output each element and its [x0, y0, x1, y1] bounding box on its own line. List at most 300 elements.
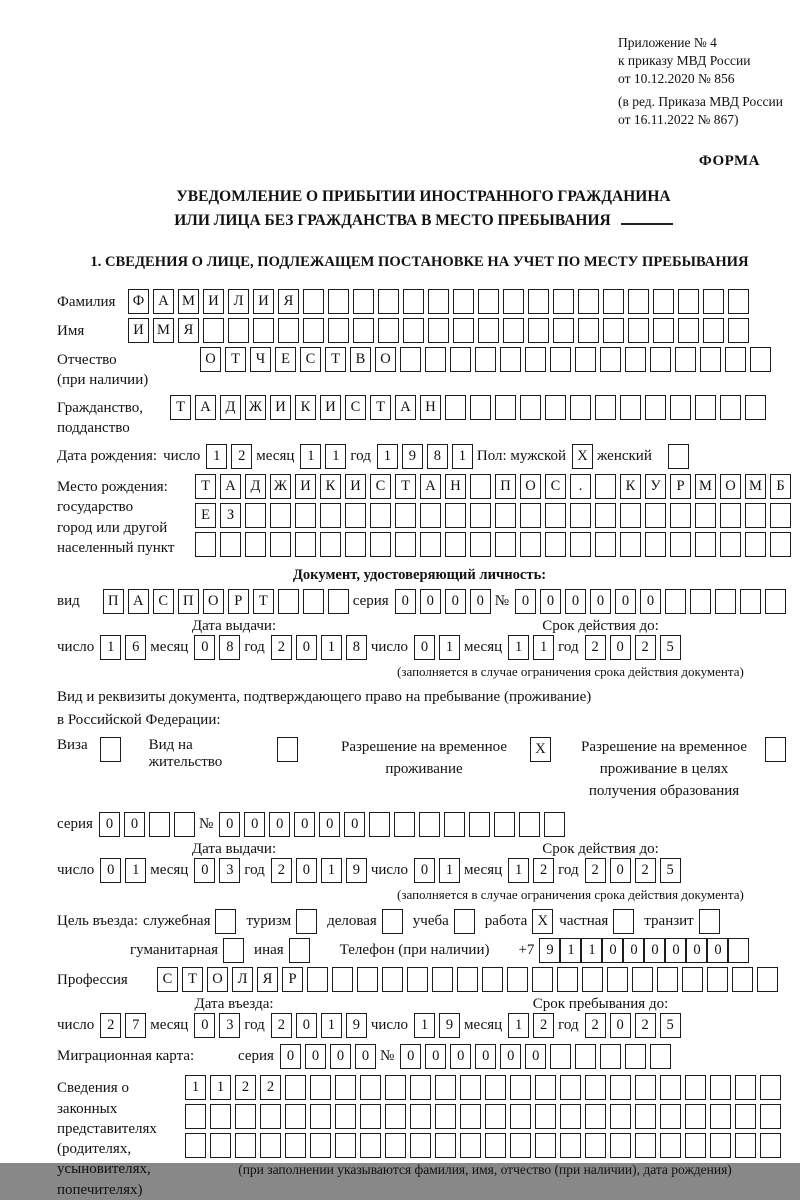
form-cell[interactable] [560, 1133, 581, 1158]
form-cell[interactable]: О [720, 474, 741, 499]
form-cell[interactable] [670, 503, 691, 528]
form-cell[interactable]: С [345, 395, 366, 420]
form-cell[interactable] [500, 347, 521, 372]
form-cell[interactable]: 0 [355, 1044, 376, 1069]
form-cell[interactable] [685, 1075, 706, 1100]
form-cell[interactable] [657, 967, 678, 992]
form-cell[interactable] [600, 1044, 621, 1069]
form-cell[interactable] [407, 967, 428, 992]
form-cell[interactable] [245, 532, 266, 557]
form-cell[interactable]: 1 [508, 1013, 529, 1038]
form-cell[interactable]: 0 [515, 589, 536, 614]
form-cell[interactable]: 1 [377, 444, 398, 469]
form-cell[interactable] [528, 289, 549, 314]
form-cell[interactable] [645, 503, 666, 528]
form-cell[interactable]: 0 [296, 635, 317, 660]
form-cell[interactable]: 0 [296, 1013, 317, 1038]
form-cell[interactable] [419, 812, 440, 837]
form-cell[interactable]: 9 [439, 1013, 460, 1038]
form-cell[interactable] [699, 909, 720, 934]
form-cell[interactable]: 0 [305, 1044, 326, 1069]
form-cell[interactable] [385, 1133, 406, 1158]
form-cell[interactable] [660, 1133, 681, 1158]
form-cell[interactable]: Я [278, 289, 299, 314]
form-cell[interactable]: А [220, 474, 241, 499]
form-cell[interactable] [703, 289, 724, 314]
form-cell[interactable] [403, 289, 424, 314]
form-cell[interactable] [469, 812, 490, 837]
form-cell[interactable]: 0 [194, 1013, 215, 1038]
form-cell[interactable] [307, 967, 328, 992]
form-cell[interactable] [545, 395, 566, 420]
form-cell[interactable]: 0 [194, 635, 215, 660]
form-cell[interactable] [395, 532, 416, 557]
form-cell[interactable] [607, 967, 628, 992]
form-cell[interactable] [735, 1133, 756, 1158]
form-cell[interactable] [715, 589, 736, 614]
form-cell[interactable] [296, 909, 317, 934]
form-cell[interactable]: О [207, 967, 228, 992]
form-cell[interactable] [360, 1104, 381, 1129]
form-cell[interactable]: 0 [707, 938, 728, 963]
form-cell[interactable] [503, 289, 524, 314]
form-cell[interactable]: П [103, 589, 124, 614]
form-cell[interactable] [595, 532, 616, 557]
form-cell[interactable]: 2 [271, 858, 292, 883]
form-cell[interactable] [519, 812, 540, 837]
form-cell[interactable] [650, 1044, 671, 1069]
form-cell[interactable]: А [395, 395, 416, 420]
form-cell[interactable]: 0 [475, 1044, 496, 1069]
form-cell[interactable]: 0 [280, 1044, 301, 1069]
form-cell[interactable] [670, 532, 691, 557]
form-cell[interactable] [228, 318, 249, 343]
form-cell[interactable] [203, 318, 224, 343]
form-cell[interactable]: О [200, 347, 221, 372]
form-cell[interactable] [410, 1104, 431, 1129]
form-cell[interactable] [428, 289, 449, 314]
form-cell[interactable]: О [375, 347, 396, 372]
form-cell[interactable] [385, 1075, 406, 1100]
form-cell[interactable]: 2 [635, 1013, 656, 1038]
form-cell[interactable] [185, 1133, 206, 1158]
form-cell[interactable]: 2 [585, 635, 606, 660]
form-cell[interactable] [765, 589, 786, 614]
form-cell[interactable]: А [153, 289, 174, 314]
form-cell[interactable]: 2 [100, 1013, 121, 1038]
form-cell[interactable] [695, 532, 716, 557]
form-cell[interactable]: 0 [450, 1044, 471, 1069]
form-cell[interactable] [595, 395, 616, 420]
form-cell[interactable] [685, 1133, 706, 1158]
form-cell[interactable] [560, 1104, 581, 1129]
form-cell[interactable] [223, 938, 244, 963]
form-cell[interactable] [470, 474, 491, 499]
form-cell[interactable] [507, 967, 528, 992]
form-cell[interactable] [765, 737, 786, 762]
form-cell[interactable] [470, 503, 491, 528]
form-cell[interactable] [503, 318, 524, 343]
form-cell[interactable]: 0 [610, 858, 631, 883]
form-cell[interactable]: 0 [194, 858, 215, 883]
form-cell[interactable]: 1 [300, 444, 321, 469]
form-cell[interactable]: 1 [100, 635, 121, 660]
form-cell[interactable] [235, 1133, 256, 1158]
form-cell[interactable]: 0 [400, 1044, 421, 1069]
form-cell[interactable]: И [203, 289, 224, 314]
form-cell[interactable] [760, 1133, 781, 1158]
form-cell[interactable]: 9 [346, 858, 367, 883]
form-cell[interactable] [745, 532, 766, 557]
form-cell[interactable] [628, 289, 649, 314]
form-cell[interactable]: 0 [124, 812, 145, 837]
form-cell[interactable] [710, 1133, 731, 1158]
form-cell[interactable]: С [370, 474, 391, 499]
form-cell[interactable]: 1 [321, 635, 342, 660]
form-cell[interactable]: 0 [665, 938, 686, 963]
form-cell[interactable] [457, 967, 478, 992]
form-cell[interactable] [328, 589, 349, 614]
form-cell[interactable] [595, 503, 616, 528]
form-cell[interactable] [690, 589, 711, 614]
form-cell[interactable] [760, 1104, 781, 1129]
form-cell[interactable] [495, 532, 516, 557]
form-cell[interactable] [645, 532, 666, 557]
form-cell[interactable]: 1 [206, 444, 227, 469]
form-cell[interactable] [668, 444, 689, 469]
form-cell[interactable]: Т [170, 395, 191, 420]
form-cell[interactable]: И [253, 289, 274, 314]
form-cell[interactable] [550, 1044, 571, 1069]
form-cell[interactable] [728, 289, 749, 314]
form-cell[interactable] [285, 1104, 306, 1129]
form-cell[interactable]: И [270, 395, 291, 420]
form-cell[interactable] [585, 1104, 606, 1129]
form-cell[interactable] [735, 1104, 756, 1129]
form-cell[interactable]: 2 [271, 1013, 292, 1038]
form-cell[interactable] [535, 1075, 556, 1100]
form-cell[interactable] [370, 503, 391, 528]
form-cell[interactable] [382, 909, 403, 934]
form-cell[interactable] [582, 967, 603, 992]
form-cell[interactable] [185, 1104, 206, 1129]
form-cell[interactable]: 0 [565, 589, 586, 614]
form-cell[interactable]: Р [228, 589, 249, 614]
form-cell[interactable] [328, 289, 349, 314]
form-cell[interactable] [320, 503, 341, 528]
form-cell[interactable] [210, 1133, 231, 1158]
form-cell[interactable] [685, 1104, 706, 1129]
form-cell[interactable]: . [570, 474, 591, 499]
form-cell[interactable]: 5 [660, 858, 681, 883]
form-cell[interactable] [328, 318, 349, 343]
form-cell[interactable] [613, 909, 634, 934]
form-cell[interactable] [320, 532, 341, 557]
form-cell[interactable]: 0 [330, 1044, 351, 1069]
form-cell[interactable] [445, 503, 466, 528]
form-cell[interactable]: 0 [296, 858, 317, 883]
form-cell[interactable]: 1 [508, 635, 529, 660]
form-cell[interactable] [682, 967, 703, 992]
form-cell[interactable]: М [745, 474, 766, 499]
form-cell[interactable] [403, 318, 424, 343]
form-cell[interactable] [603, 289, 624, 314]
form-cell[interactable] [675, 347, 696, 372]
form-cell[interactable] [635, 1075, 656, 1100]
form-cell[interactable] [620, 395, 641, 420]
form-cell[interactable] [382, 967, 403, 992]
form-cell[interactable]: Я [178, 318, 199, 343]
form-cell[interactable]: 0 [420, 589, 441, 614]
form-cell[interactable] [353, 289, 374, 314]
form-cell[interactable]: В [350, 347, 371, 372]
form-cell[interactable]: С [545, 474, 566, 499]
form-cell[interactable] [400, 347, 421, 372]
form-cell[interactable]: 0 [610, 635, 631, 660]
form-cell[interactable]: Я [257, 967, 278, 992]
form-cell[interactable] [494, 812, 515, 837]
form-cell[interactable]: 0 [615, 589, 636, 614]
form-cell[interactable] [445, 532, 466, 557]
form-cell[interactable]: 9 [402, 444, 423, 469]
form-cell[interactable] [653, 318, 674, 343]
form-cell[interactable]: 1 [414, 1013, 435, 1038]
form-cell[interactable] [485, 1104, 506, 1129]
form-cell[interactable] [394, 812, 415, 837]
form-cell[interactable] [510, 1104, 531, 1129]
form-cell[interactable] [703, 318, 724, 343]
form-cell[interactable] [678, 318, 699, 343]
form-cell[interactable]: 1 [321, 1013, 342, 1038]
form-cell[interactable] [410, 1075, 431, 1100]
form-cell[interactable] [235, 1104, 256, 1129]
form-cell[interactable] [270, 532, 291, 557]
form-cell[interactable]: 0 [623, 938, 644, 963]
form-cell[interactable]: З [220, 503, 241, 528]
form-cell[interactable]: 2 [231, 444, 252, 469]
form-cell[interactable]: М [178, 289, 199, 314]
form-cell[interactable] [600, 347, 621, 372]
form-cell[interactable]: 0 [500, 1044, 521, 1069]
form-cell[interactable] [720, 503, 741, 528]
form-cell[interactable] [435, 1104, 456, 1129]
form-cell[interactable] [444, 812, 465, 837]
form-cell[interactable] [215, 909, 236, 934]
form-cell[interactable] [332, 967, 353, 992]
form-cell[interactable]: О [203, 589, 224, 614]
form-cell[interactable]: 1 [185, 1075, 206, 1100]
form-cell[interactable] [575, 347, 596, 372]
form-cell[interactable]: 6 [125, 635, 146, 660]
form-cell[interactable]: 0 [100, 858, 121, 883]
form-cell[interactable]: 0 [425, 1044, 446, 1069]
form-cell[interactable] [410, 1133, 431, 1158]
form-cell[interactable]: 2 [271, 635, 292, 660]
form-cell[interactable] [700, 347, 721, 372]
form-cell[interactable] [510, 1133, 531, 1158]
form-cell[interactable] [453, 289, 474, 314]
form-cell[interactable]: 0 [294, 812, 315, 837]
form-cell[interactable]: 2 [585, 858, 606, 883]
form-cell[interactable] [570, 503, 591, 528]
form-cell[interactable]: М [695, 474, 716, 499]
form-cell[interactable]: 2 [235, 1075, 256, 1100]
form-cell[interactable] [478, 318, 499, 343]
form-cell[interactable] [585, 1133, 606, 1158]
form-cell[interactable] [610, 1133, 631, 1158]
form-cell[interactable]: Т [253, 589, 274, 614]
form-cell[interactable]: И [295, 474, 316, 499]
form-cell[interactable]: 8 [219, 635, 240, 660]
form-cell[interactable]: Р [670, 474, 691, 499]
form-cell[interactable]: 2 [635, 635, 656, 660]
form-cell[interactable] [560, 1075, 581, 1100]
form-cell[interactable]: И [128, 318, 149, 343]
form-cell[interactable] [535, 1133, 556, 1158]
form-cell[interactable]: 1 [439, 635, 460, 660]
form-cell[interactable] [420, 503, 441, 528]
form-cell[interactable] [610, 1104, 631, 1129]
form-cell[interactable] [395, 503, 416, 528]
form-cell[interactable] [695, 503, 716, 528]
form-cell[interactable]: Б [770, 474, 791, 499]
form-cell[interactable] [369, 812, 390, 837]
form-cell[interactable]: 0 [610, 1013, 631, 1038]
form-cell[interactable] [260, 1133, 281, 1158]
form-cell[interactable] [353, 318, 374, 343]
form-cell[interactable] [760, 1075, 781, 1100]
form-cell[interactable] [100, 737, 121, 762]
form-cell[interactable] [720, 395, 741, 420]
form-cell[interactable]: С [153, 589, 174, 614]
form-cell[interactable] [625, 1044, 646, 1069]
form-cell[interactable] [453, 318, 474, 343]
form-cell[interactable]: 8 [427, 444, 448, 469]
form-cell[interactable] [545, 503, 566, 528]
form-cell[interactable]: 1 [560, 938, 581, 963]
form-cell[interactable] [385, 1104, 406, 1129]
form-cell[interactable] [740, 589, 761, 614]
form-cell[interactable] [357, 967, 378, 992]
form-cell[interactable] [260, 1104, 281, 1129]
form-cell[interactable] [757, 967, 778, 992]
form-cell[interactable] [478, 289, 499, 314]
form-cell[interactable]: Е [195, 503, 216, 528]
form-cell[interactable] [454, 909, 475, 934]
form-cell[interactable]: Ж [245, 395, 266, 420]
form-cell[interactable] [678, 289, 699, 314]
form-cell[interactable] [545, 532, 566, 557]
form-cell[interactable] [610, 1075, 631, 1100]
form-cell[interactable] [520, 532, 541, 557]
form-cell[interactable] [303, 318, 324, 343]
form-cell[interactable] [460, 1133, 481, 1158]
form-cell[interactable] [653, 289, 674, 314]
form-cell[interactable]: 0 [344, 812, 365, 837]
form-cell[interactable] [728, 318, 749, 343]
form-cell[interactable]: Н [420, 395, 441, 420]
form-cell[interactable]: 2 [635, 858, 656, 883]
form-cell[interactable]: Ч [250, 347, 271, 372]
form-cell[interactable]: 7 [125, 1013, 146, 1038]
form-cell[interactable] [578, 289, 599, 314]
form-cell[interactable]: 1 [321, 858, 342, 883]
form-cell[interactable]: Т [325, 347, 346, 372]
form-cell[interactable]: 0 [219, 812, 240, 837]
form-cell[interactable] [485, 1133, 506, 1158]
form-cell[interactable] [628, 318, 649, 343]
form-cell[interactable] [303, 589, 324, 614]
form-cell[interactable]: 5 [660, 1013, 681, 1038]
form-cell[interactable] [570, 532, 591, 557]
form-cell[interactable] [495, 395, 516, 420]
form-cell[interactable] [378, 289, 399, 314]
form-cell[interactable] [245, 503, 266, 528]
form-cell[interactable] [635, 1104, 656, 1129]
form-cell[interactable]: 0 [590, 589, 611, 614]
form-cell[interactable] [278, 589, 299, 614]
form-cell[interactable] [335, 1104, 356, 1129]
form-cell[interactable] [470, 395, 491, 420]
form-cell[interactable] [695, 395, 716, 420]
form-cell[interactable]: Л [232, 967, 253, 992]
form-cell[interactable]: 5 [660, 635, 681, 660]
form-cell[interactable]: О [520, 474, 541, 499]
form-cell[interactable] [195, 532, 216, 557]
form-cell[interactable]: 1 [125, 858, 146, 883]
form-cell[interactable] [625, 347, 646, 372]
form-cell[interactable] [620, 503, 641, 528]
form-cell[interactable]: Т [182, 967, 203, 992]
form-cell[interactable]: У [645, 474, 666, 499]
form-cell[interactable] [660, 1075, 681, 1100]
form-cell[interactable]: Ж [270, 474, 291, 499]
form-cell[interactable]: Т [395, 474, 416, 499]
form-cell[interactable] [520, 503, 541, 528]
form-cell[interactable] [557, 967, 578, 992]
form-cell[interactable] [295, 532, 316, 557]
form-cell[interactable]: К [320, 474, 341, 499]
form-cell[interactable]: 0 [686, 938, 707, 963]
form-cell[interactable]: 1 [452, 444, 473, 469]
form-cell[interactable]: 1 [325, 444, 346, 469]
form-cell[interactable]: X [572, 444, 593, 469]
form-cell[interactable]: П [495, 474, 516, 499]
form-cell[interactable]: 0 [602, 938, 623, 963]
form-cell[interactable]: Л [228, 289, 249, 314]
form-cell[interactable] [735, 1075, 756, 1100]
form-cell[interactable] [570, 395, 591, 420]
form-cell[interactable]: X [532, 909, 553, 934]
form-cell[interactable] [535, 1104, 556, 1129]
form-cell[interactable] [435, 1075, 456, 1100]
form-cell[interactable] [725, 347, 746, 372]
form-cell[interactable] [470, 532, 491, 557]
form-cell[interactable]: 1 [581, 938, 602, 963]
form-cell[interactable] [520, 395, 541, 420]
form-cell[interactable] [345, 503, 366, 528]
form-cell[interactable] [750, 347, 771, 372]
form-cell[interactable] [420, 532, 441, 557]
form-cell[interactable]: 2 [585, 1013, 606, 1038]
form-cell[interactable]: 0 [540, 589, 561, 614]
form-cell[interactable] [335, 1075, 356, 1100]
form-cell[interactable] [770, 532, 791, 557]
form-cell[interactable] [710, 1104, 731, 1129]
form-cell[interactable]: 2 [533, 858, 554, 883]
form-cell[interactable]: 2 [533, 1013, 554, 1038]
form-cell[interactable] [310, 1133, 331, 1158]
